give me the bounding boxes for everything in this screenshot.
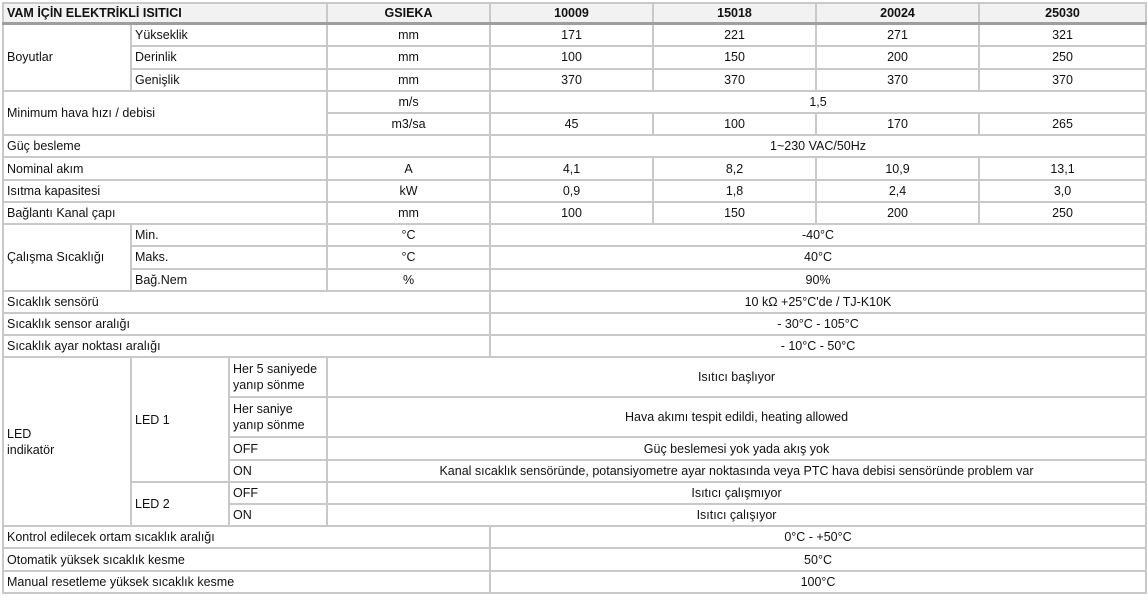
duct-diameter-label: Bağlantı Kanal çapı <box>3 202 327 224</box>
table-row <box>3 291 1146 313</box>
value-cell: 100°C <box>490 571 1146 593</box>
value-cell: 50°C <box>490 548 1146 570</box>
value-cell: 370 <box>653 69 816 91</box>
table-row <box>3 157 1146 179</box>
setpoint-range-label: Sıcaklık ayar noktası aralığı <box>3 335 490 357</box>
table-row <box>3 135 1146 157</box>
unit-cell: mm <box>327 46 490 68</box>
unit-cell: A <box>327 157 490 179</box>
led-state-line: yanıp sönme <box>233 378 305 393</box>
table-row <box>3 269 1146 291</box>
value-cell: 150 <box>653 46 816 68</box>
row-sublabel: Genişlik <box>131 69 327 91</box>
value-cell: 40°C <box>490 246 1146 268</box>
row-sublabel: Bağ.Nem <box>131 269 327 291</box>
sensor-range-label: Sıcaklık sensor aralığı <box>3 313 490 335</box>
led-desc: Isıtıcı çalışmıyor <box>327 482 1146 504</box>
value-cell: 150 <box>653 202 816 224</box>
unit-cell: mm <box>327 69 490 91</box>
spec-table <box>2 2 1147 594</box>
led-state <box>229 357 327 397</box>
value-cell: 3,0 <box>979 180 1146 202</box>
value-cell: 1~230 VAC/50Hz <box>490 135 1146 157</box>
value-cell: 4,1 <box>490 157 653 179</box>
value-cell: 170 <box>816 113 979 135</box>
model-header: 15018 <box>653 3 816 24</box>
value-cell: 10,9 <box>816 157 979 179</box>
unit-cell: mm <box>327 24 490 47</box>
value-cell: 100 <box>490 202 653 224</box>
value-cell: 321 <box>979 24 1146 47</box>
unit-cell: % <box>327 269 490 291</box>
table-row <box>3 46 1146 68</box>
led-indicator-line: LED <box>7 426 32 441</box>
table-row <box>3 548 1146 570</box>
value-cell: 265 <box>979 113 1146 135</box>
model-label: GSIEKA <box>327 3 490 24</box>
value-cell: 271 <box>816 24 979 47</box>
led2-label: LED 2 <box>131 482 229 526</box>
led-indicator-line: indikatör <box>7 442 55 457</box>
table-row <box>3 224 1146 246</box>
value-cell: 200 <box>816 46 979 68</box>
table-title: VAM İÇİN ELEKTRİKLİ ISITICI <box>3 3 327 24</box>
unit-cell <box>327 135 490 157</box>
value-cell: -40°C <box>490 224 1146 246</box>
led-state <box>229 397 327 437</box>
model-header: 10009 <box>490 3 653 24</box>
led-state: OFF <box>229 437 327 459</box>
unit-cell: °C <box>327 246 490 268</box>
operating-temp-label: Çalışma Sıcaklığı <box>3 224 131 291</box>
value-cell: 250 <box>979 202 1146 224</box>
value-cell: 0°C - +50°C <box>490 526 1146 548</box>
value-cell: 1,8 <box>653 180 816 202</box>
table-row <box>3 335 1146 357</box>
value-cell: 90% <box>490 269 1146 291</box>
value-cell: 10 kΩ +25°C'de / TJ-K10K <box>490 291 1146 313</box>
value-cell: 45 <box>490 113 653 135</box>
led-state-line: yanıp sönme <box>233 418 305 433</box>
unit-cell: m/s <box>327 91 490 113</box>
value-cell: 370 <box>816 69 979 91</box>
table-row <box>3 526 1146 548</box>
table-row <box>3 313 1146 335</box>
manual-cutoff-label: Manual resetleme yüksek sıcaklık kesme <box>3 571 490 593</box>
unit-cell: mm <box>327 202 490 224</box>
row-sublabel: Maks. <box>131 246 327 268</box>
table-row <box>3 571 1146 593</box>
value-cell: 221 <box>653 24 816 47</box>
led1-label: LED 1 <box>131 357 229 481</box>
dimensions-label: Boyutlar <box>3 24 131 91</box>
header-row <box>3 3 1146 24</box>
value-cell: 8,2 <box>653 157 816 179</box>
row-sublabel: Yükseklik <box>131 24 327 47</box>
value-cell: - 30°C - 105°C <box>490 313 1146 335</box>
table-row <box>3 69 1146 91</box>
value-cell: 171 <box>490 24 653 47</box>
table-row <box>3 357 1146 397</box>
model-header: 25030 <box>979 3 1146 24</box>
led-state-line: Her saniye <box>233 402 293 417</box>
power-supply-label: Güç besleme <box>3 135 327 157</box>
value-cell: 100 <box>653 113 816 135</box>
led-desc: Güç beslemesi yok yada akış yok <box>327 437 1146 459</box>
min-airflow-label: Minimum hava hızı / debisi <box>3 91 327 135</box>
value-cell: 200 <box>816 202 979 224</box>
heating-capacity-label: Isıtma kapasitesi <box>3 180 327 202</box>
led-desc: Hava akımı tespit edildi, heating allowed <box>327 397 1146 437</box>
temp-sensor-label: Sıcaklık sensörü <box>3 291 490 313</box>
led-state: OFF <box>229 482 327 504</box>
led-state: ON <box>229 504 327 526</box>
value-cell: 370 <box>490 69 653 91</box>
unit-cell: m3/sa <box>327 113 490 135</box>
table-row <box>3 180 1146 202</box>
control-range-label: Kontrol edilecek ortam sıcaklık aralığı <box>3 526 490 548</box>
value-cell: 1,5 <box>490 91 1146 113</box>
value-cell: 13,1 <box>979 157 1146 179</box>
nominal-current-label: Nominal akım <box>3 157 327 179</box>
value-cell: - 10°C - 50°C <box>490 335 1146 357</box>
table-row <box>3 482 1146 504</box>
table-row <box>3 24 1146 47</box>
led-desc: Isıtıcı çalışıyor <box>327 504 1146 526</box>
table-row <box>3 246 1146 268</box>
auto-cutoff-label: Otomatik yüksek sıcaklık kesme <box>3 548 490 570</box>
led-desc: Kanal sıcaklık sensöründe, potansiyometre ayar noktasında veya PTC hava debisi sensöründe problem var <box>327 460 1146 482</box>
table-row <box>3 202 1146 224</box>
led-state-line: Her 5 saniyede <box>233 362 318 377</box>
led-indicator-label <box>3 357 131 526</box>
row-sublabel: Min. <box>131 224 327 246</box>
value-cell: 0,9 <box>490 180 653 202</box>
table-row <box>3 91 1146 113</box>
value-cell: 370 <box>979 69 1146 91</box>
value-cell: 2,4 <box>816 180 979 202</box>
unit-cell: kW <box>327 180 490 202</box>
value-cell: 250 <box>979 46 1146 68</box>
value-cell: 100 <box>490 46 653 68</box>
row-sublabel: Derinlik <box>131 46 327 68</box>
model-header: 20024 <box>816 3 979 24</box>
unit-cell: °C <box>327 224 490 246</box>
led-desc: Isıtıcı başlıyor <box>327 357 1146 397</box>
led-state: ON <box>229 460 327 482</box>
